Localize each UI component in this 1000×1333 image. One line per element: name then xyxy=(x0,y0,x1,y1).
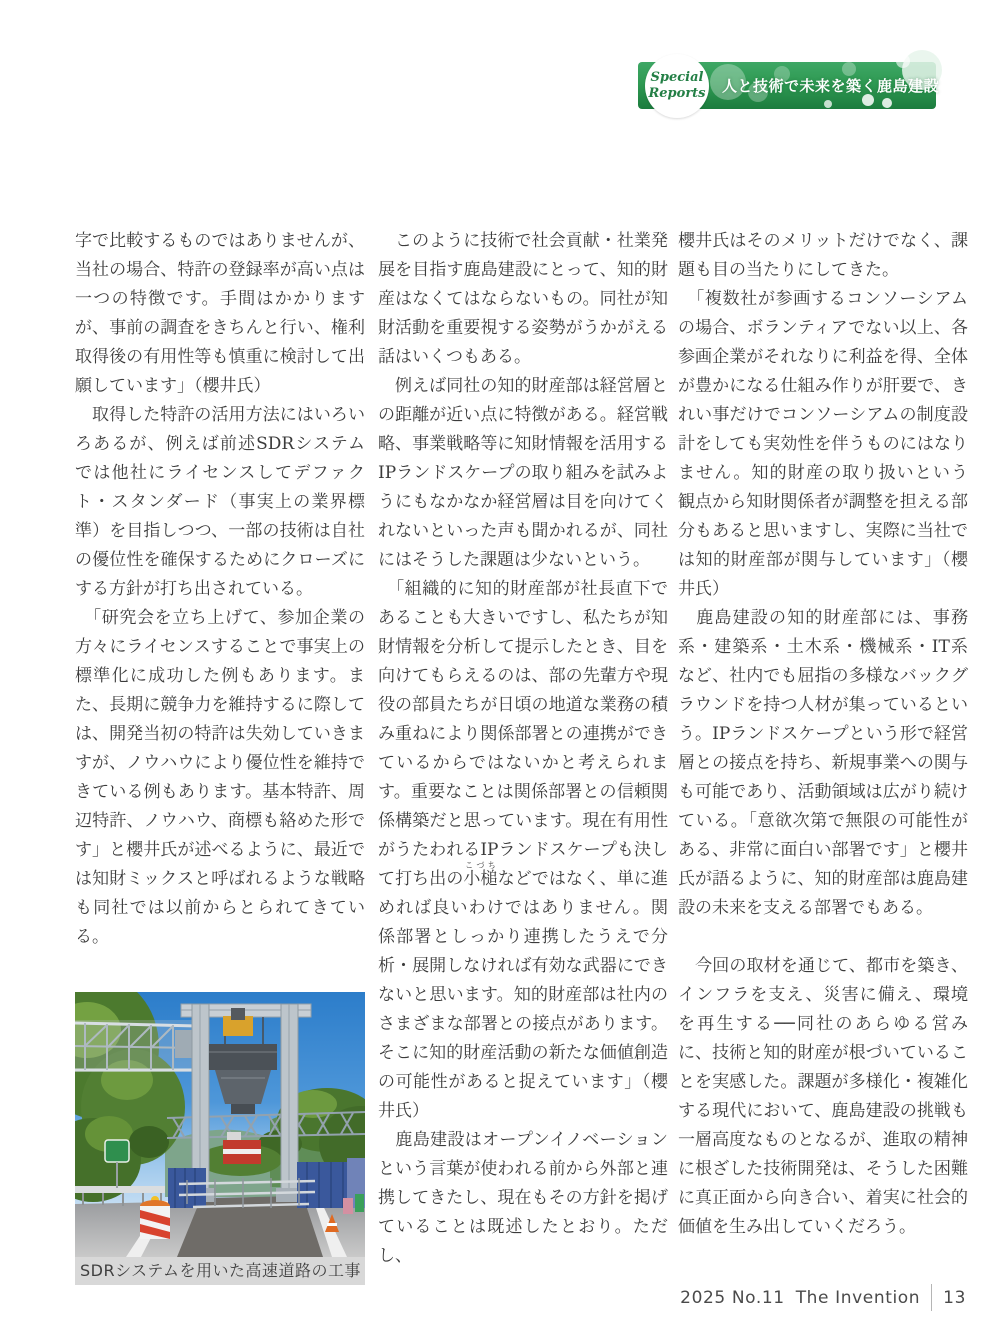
footer-magazine-title: The Invention xyxy=(795,1287,921,1308)
badge-label-line2: Reports xyxy=(648,86,706,101)
article-paragraph: 字で比較するものではありませんが、当社の場合、特許の登録率が高い点は一つの特徴です。手間はかかりますが、事前の調査をきちんと行い、権利取得後の有用性等も慎重に検討して出願しています」（櫻井氏） xyxy=(75,231,365,396)
column-1-text xyxy=(75,227,365,952)
badge-label-line1: Special xyxy=(650,70,704,85)
article-paragraph: 鹿島建設の知的財産部には、事務系・建築系・土木系・機械系・IT系など、社内でも屈指の多様なバックグラウンドを持つ人材が集っているという。IPランドスケープという形で経営層との接点を持ち、新規事業への関与も可能であり、活動領域は広がり続けている。「意欲次第で無限の可能性がある、非常に面白い部署です」と櫻井氏が語るように、知的財産部は鹿島建設の未来を支える部署でもある。 xyxy=(678,608,968,918)
special-reports-banner xyxy=(638,62,940,109)
article-paragraph xyxy=(678,923,968,952)
article-paragraph: 今回の取材を通じて、都市を築き、インフラを支え、災害に備え、環境を再生する──同社のあらゆる営みに、技術と知的財産が根づいていることを実感した。課題が多様化・複雑化する現代において、鹿島建設の挑戦も一層高度なものとなるが、進取の精神に根ざした技術開発は、そうした困難に真正面から向き合い、着実に社会的価値を生み出していくだろう。 xyxy=(678,956,968,1237)
banner-title: 人と技術で未来を築く鹿島建設 xyxy=(722,77,940,95)
page-footer xyxy=(680,1284,966,1311)
photo-caption: SDRシステムを用いた高速道路の工事 xyxy=(75,1257,365,1285)
article-paragraph: 取得した特許の活用方法にはいろいろあるが、例えば前述SDRシステムでは他社にライセンスしてデファクト・スタンダード（事実上の業界標準）を目指しつつ、一部の技術は自社の優位性を確保するためにクローズにする方針が打ち出されている。 xyxy=(75,405,365,599)
footer-divider xyxy=(931,1284,932,1311)
footer-issue: 2025 No.11 xyxy=(680,1287,785,1308)
article-photo xyxy=(75,992,365,1285)
article-paragraph: 櫻井氏はそのメリットだけでなく、課題も目の当たりにしてきた。 xyxy=(678,231,968,280)
article-column-1 xyxy=(75,227,365,1285)
construction-photo-illustration xyxy=(75,992,365,1257)
article-column-2 xyxy=(378,227,668,1271)
special-reports-badge xyxy=(645,54,709,118)
article-paragraph: 「組織的に知的財産部が社長直下であることも大きいですし、私たちが知財情報を分析して提示したとき、目を向けてもらえるのは、部の先輩方や現役の部員たちが日頃の地道な業務の積み重ねにより関係部署との連携ができているからではないかと考えられます。重要なことは関係部署との信頼関係構築だと思っています。現在有用性がうたわれるIPランドスケープも決して打ち出の小槌こづちなどではなく、単に進めれば良いわけではありません。関係部署としっかり連携したうえで分析・展開しなければ有効な武器にできないと思います。知的財産部は社内のさまざまな部署との接点があります。そこに知的財産活動の新たな価値創造の可能性があると捉えています」（櫻井氏） xyxy=(378,579,669,1121)
article-paragraph: 例えば同社の知的財産部は経営層との距離が近い点に特徴がある。経営戦略、事業戦略等に知財情報を活用するIPランドスケープの取り組みを試みようにもなかなか経営層は目を向けてくれないといった声も聞かれるが、同社にはそうした課題は少ないという。 xyxy=(378,376,668,570)
article-paragraph: 「複数社が参画するコンソーシアムの場合、ボランティアでない以上、各参画企業がそれなりに利益を得、全体が豊かになる仕組み作りが肝要で、きれい事だけでコンソーシアムの制度設計をしても実効性を伴うものにはなりません。知的財産の取り扱いという観点から知財関係者が調整を担える部分もあると思いますし、実際に当社では知的財産部が関与しています」（櫻井氏） xyxy=(678,289,968,599)
article-paragraph: このように技術で社会貢献・社業発展を目指す鹿島建設にとって、知的財産はなくてはならないもの。同社が知財活動を重要視する姿勢がうかがえる話はいくつもある。 xyxy=(378,231,668,367)
footer-page-number: 13 xyxy=(943,1287,966,1308)
article-paragraph: 鹿島建設はオープンイノベーションという言葉が使われる前から外部と連携してきたし、現在もその方針を掲げていることは既述したとおり。ただし、 xyxy=(378,1130,668,1266)
article-column-3 xyxy=(678,227,968,1242)
article-paragraph: 「研究会を立ち上げて、参加企業の方々にライセンスすることで事実上の標準化に成功した例もあります。また、長期に競争力を維持するに際しては、開発当初の特許は失効していきますが、ノウハウにより優位性を維持できている例もあります。基本特許、周辺特許、ノウハウ、商標も絡めた形です」と櫻井氏が述べるように、最近では知財ミックスと呼ばれるような戦略も同社では以前からとられてきている。 xyxy=(75,608,365,947)
column-3-text xyxy=(678,227,968,1242)
column-2-text xyxy=(378,227,668,1271)
